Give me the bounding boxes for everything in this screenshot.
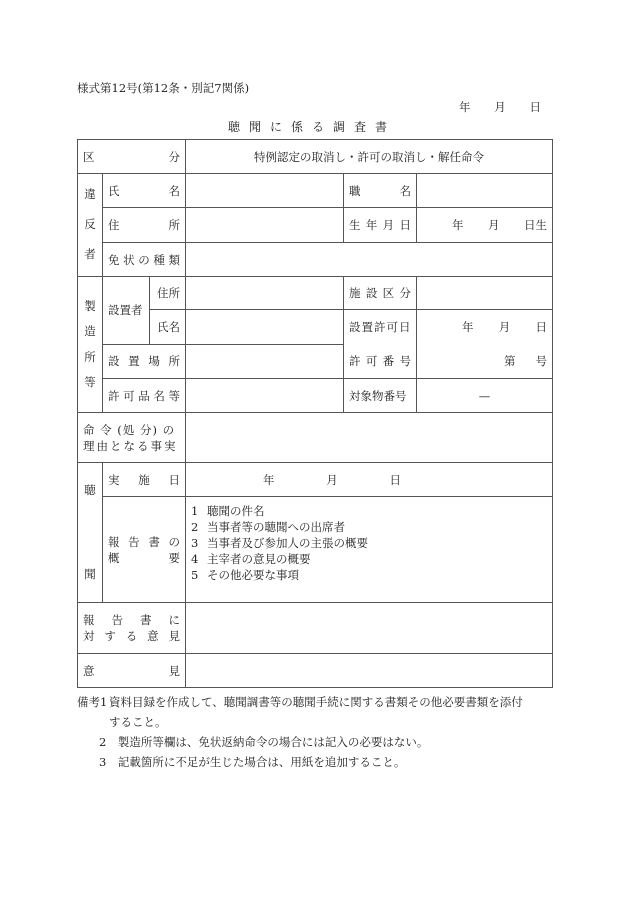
day-label: 日	[529, 100, 541, 114]
month-label: 月	[494, 100, 506, 114]
list-item: 4 主宰者の意見の概要	[191, 552, 311, 566]
location-label: 設 置 場 所	[103, 344, 186, 379]
product-field[interactable]	[186, 379, 344, 413]
job-label: 職 名	[344, 174, 417, 208]
remarks	[77, 692, 557, 772]
reason-label: 命 令 (処 分) の 理由となる事実	[78, 413, 186, 463]
list-item: 2 当事者等の聴聞への出席者	[191, 520, 346, 534]
remark-3: 3 記載箇所に不足が生じた場合は、用紙を追加すること。	[99, 755, 406, 769]
product-label: 許 可 品 名 等	[103, 379, 186, 413]
remark-1-cont: すること。	[109, 715, 167, 729]
report-summary-list[interactable]	[186, 497, 553, 603]
remarks-prefix: 備考1	[77, 695, 108, 709]
category-label: 区 分	[78, 140, 186, 174]
installer-address-label: 住所	[150, 277, 186, 310]
address-label: 住 所	[103, 208, 186, 243]
permit-labels: 設置許可日 許 可 番 号	[344, 310, 417, 379]
location-field[interactable]	[186, 344, 344, 379]
installer-label: 設置者	[103, 277, 150, 345]
hearing-date-field[interactable]: 年 月 日	[186, 463, 553, 497]
list-item: 1 聴聞の件名	[191, 504, 265, 518]
opinion-field[interactable]	[186, 654, 553, 688]
hearing-date-label: 実 施 日	[103, 463, 186, 497]
remark-2: 2 製造所等欄は、免状返納命令の場合には記入の必要はない。	[99, 735, 429, 749]
license-type-label: 免 状 の 種 類	[103, 243, 186, 277]
document-date	[459, 99, 541, 115]
target-number-label: 対象物番号	[344, 379, 417, 413]
year-label: 年	[459, 100, 471, 114]
remark-1: 資料目録を作成して、聴聞調書等の聴聞手続に関する書類その他必要書類を添付	[109, 695, 523, 709]
violator-group-label: 違 反 者	[78, 174, 103, 277]
address-field[interactable]	[186, 208, 344, 243]
installer-address-field[interactable]	[186, 277, 344, 310]
license-type-field[interactable]	[186, 243, 553, 277]
facility-group-label: 製 造 所 等	[78, 277, 103, 413]
hearing-group-label: 聴 聞	[78, 463, 103, 603]
installer-name-label: 氏名	[150, 310, 186, 345]
installer-name-field[interactable]	[186, 310, 344, 345]
name-field[interactable]	[186, 174, 344, 208]
report-summary-label: 報 告 書 の 概 要	[103, 497, 186, 603]
hearing-survey-form	[77, 139, 553, 688]
job-field[interactable]	[417, 174, 553, 208]
report-opinion-label: 報 告 書 に 対 す る 意 見	[78, 603, 186, 654]
name-label: 氏 名	[103, 174, 186, 208]
report-opinion-field[interactable]	[186, 603, 553, 654]
list-item: 5 その他必要な事項	[191, 568, 300, 582]
reason-field[interactable]	[186, 413, 553, 463]
target-number-value: —	[417, 379, 553, 413]
page-title: 聴聞に係る調査書	[228, 120, 397, 134]
facility-class-label: 施 設 区 分	[344, 277, 417, 310]
birthdate-field[interactable]: 年 月 日生	[417, 208, 553, 243]
birthdate-label: 生 年 月 日	[344, 208, 417, 243]
facility-class-field[interactable]	[417, 277, 553, 310]
form-code: 様式第12号(第12条・別記7関係)	[77, 81, 250, 95]
permit-values[interactable]: 年 月 日 第 号	[417, 310, 553, 379]
list-item: 3 当事者及び参加人の主張の概要	[191, 536, 369, 550]
opinion-label: 意 見	[78, 654, 186, 688]
permit-date-label: 設置許可日	[349, 320, 412, 334]
category-value: 特例認定の取消し・許可の取消し・解任命令	[186, 140, 553, 174]
